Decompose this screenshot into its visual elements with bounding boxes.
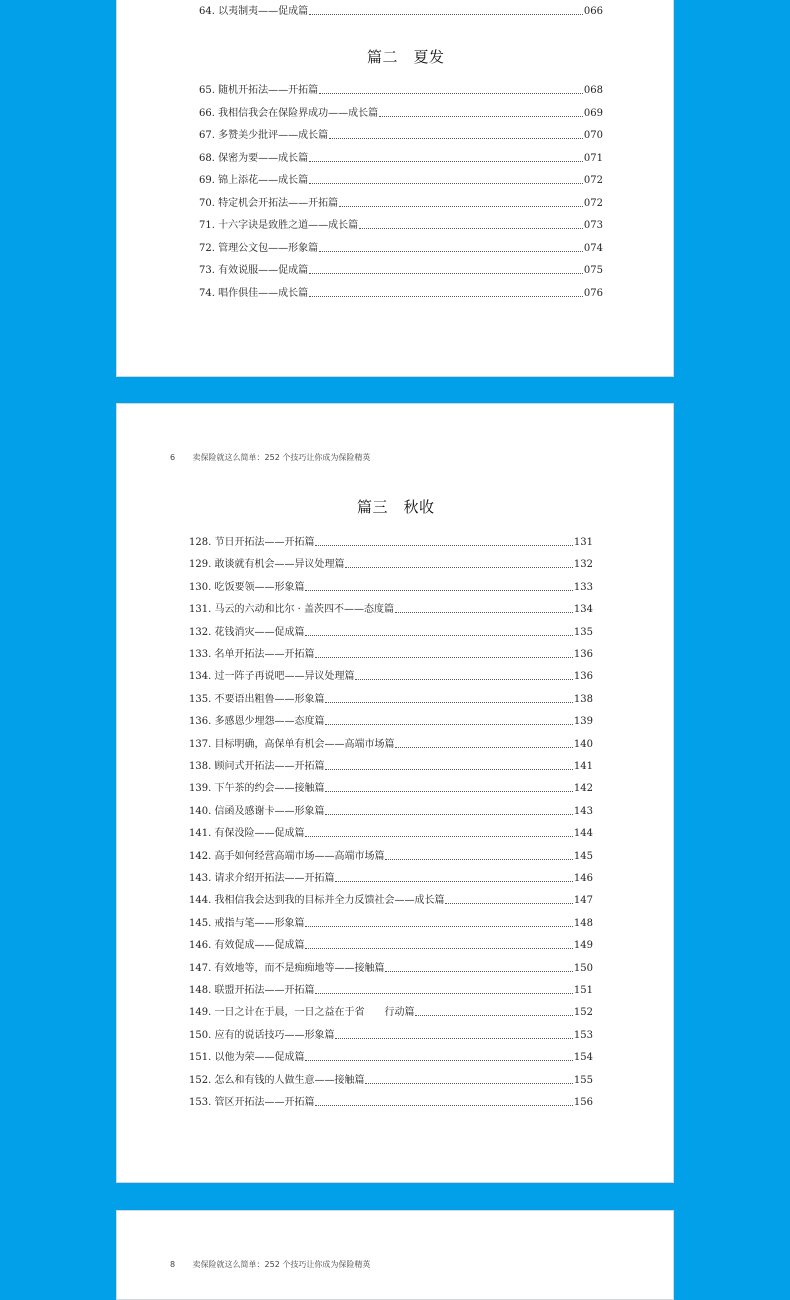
- toc-entry-title: 64. 以夷制夷——促成篇: [199, 6, 309, 17]
- dot-leader: [339, 205, 583, 207]
- toc-entry[interactable]: [189, 1052, 593, 1064]
- toc-entry-title: 146. 有效促成——促成篇: [189, 940, 305, 952]
- toc-entry-title: 69. 锦上添花——成长篇: [199, 175, 309, 186]
- toc-entry[interactable]: [189, 1075, 593, 1087]
- toc-entry[interactable]: [189, 1030, 593, 1042]
- dot-leader: [335, 880, 572, 882]
- toc-entry-page: 151: [573, 985, 593, 996]
- toc-entry[interactable]: [189, 985, 593, 997]
- toc-entry-page: 154: [573, 1052, 593, 1064]
- dot-leader: [395, 746, 572, 748]
- dot-leader: [385, 970, 572, 972]
- toc-entry[interactable]: [199, 243, 603, 255]
- toc-entry-page: 146: [573, 873, 593, 884]
- toc-entry-title: 68. 保密为要——成长篇: [199, 152, 309, 164]
- running-header: [170, 1259, 370, 1270]
- toc-entry-page: 133: [573, 581, 593, 593]
- toc-entry-title: 74. 唱作俱佳——成长篇: [199, 287, 309, 299]
- dot-leader: [329, 137, 583, 139]
- toc-entry-title: 141. 有保没险——促成篇: [189, 828, 305, 840]
- toc-entry[interactable]: [199, 198, 603, 210]
- toc-entry-title: 128. 节日开拓法——开拓篇: [189, 537, 315, 548]
- dot-leader: [315, 1104, 572, 1106]
- toc-entry[interactable]: [189, 559, 593, 571]
- dot-leader: [379, 115, 583, 117]
- toc-entry-page: 143: [573, 805, 593, 817]
- toc-entry[interactable]: [189, 582, 593, 594]
- dot-leader: [315, 992, 572, 994]
- toc-entry-title: 132. 花钱消灾——促成篇: [189, 626, 305, 638]
- dot-leader: [325, 790, 572, 792]
- toc-entry-title: 65. 随机开拓法——开拓篇: [199, 85, 319, 96]
- dot-leader: [305, 589, 572, 591]
- header-book-title: 卖保险就这么简单：252 个技巧让你成为保险精英: [192, 453, 371, 462]
- toc-entry-title: 137. 目标明确，高保单有机会——高端市场篇: [189, 738, 395, 750]
- toc-entry[interactable]: [199, 153, 603, 165]
- toc-entry[interactable]: [199, 6, 603, 18]
- section-title: 篇二 夏发: [367, 48, 445, 66]
- dot-leader: [309, 13, 583, 15]
- toc-entry-title: 147. 有效地等，而不是痴痴地等——接触篇: [189, 962, 385, 974]
- dot-leader: [305, 634, 572, 636]
- toc-entry[interactable]: [189, 873, 593, 885]
- dot-leader: [309, 272, 583, 274]
- toc-entry-page: 142: [573, 783, 593, 795]
- toc-entry-page: 150: [573, 962, 593, 974]
- toc-entry-page: 074: [583, 242, 603, 254]
- toc-entry-title: 71. 十六字诀是致胜之道——成长篇: [199, 220, 359, 231]
- toc-entry[interactable]: [189, 851, 593, 863]
- dot-leader: [415, 1014, 572, 1016]
- toc-entry-title: 73. 有效说服——促成篇: [199, 265, 309, 276]
- toc-entry-page: 140: [573, 738, 593, 750]
- toc-entry-page: 136: [573, 649, 593, 660]
- toc-entry-page: 068: [583, 85, 603, 96]
- dot-leader: [385, 858, 572, 860]
- toc-entry[interactable]: [189, 806, 593, 818]
- header-book-title: 卖保险就这么简单：252 个技巧让你成为保险精英: [192, 1260, 371, 1269]
- toc-entry[interactable]: [199, 265, 603, 277]
- section-title: 篇三 秋收: [357, 498, 435, 516]
- toc-entry-title: 151. 以他为荣——促成篇: [189, 1052, 305, 1064]
- toc-entry-page: 148: [573, 917, 593, 929]
- toc-entry-page: 070: [583, 130, 603, 141]
- toc-entry-page: 149: [573, 940, 593, 952]
- toc-entry-page: 145: [573, 850, 593, 862]
- toc-entry-title: 70. 特定机会开拓法——开拓篇: [199, 197, 339, 209]
- toc-entry[interactable]: [189, 761, 593, 773]
- header-page-number: 6: [170, 453, 176, 462]
- dot-leader: [309, 182, 583, 184]
- toc-entry-page: 075: [583, 265, 603, 276]
- dot-leader: [325, 701, 572, 703]
- toc-entry-page: 155: [573, 1074, 593, 1086]
- toc-entry-title: 148. 联盟开拓法——开拓篇: [189, 985, 315, 996]
- toc-entry-page: 135: [573, 626, 593, 638]
- dot-leader: [305, 835, 572, 837]
- dot-leader: [315, 544, 572, 546]
- toc-entry[interactable]: [189, 671, 593, 683]
- toc-entry[interactable]: [189, 828, 593, 840]
- running-header: [170, 452, 370, 463]
- toc-entry-title: 129. 敢谈就有机会——异议处理篇: [189, 559, 345, 571]
- toc-entry[interactable]: [189, 940, 593, 952]
- toc-entry-page: 072: [583, 175, 603, 186]
- toc-entry-title: 149. 一日之计在于晨，一日之益在于省 行动篇: [189, 1007, 415, 1019]
- toc-entry-page: 138: [573, 693, 593, 705]
- dot-leader: [305, 947, 572, 949]
- toc-entry-title: 144. 我相信我会达到我的目标并全力反馈社会——成长篇: [189, 895, 445, 907]
- toc-entry-page: 136: [573, 671, 593, 683]
- dot-leader: [359, 227, 583, 229]
- toc-entry[interactable]: [189, 783, 593, 795]
- toc-entry[interactable]: [189, 537, 593, 549]
- toc-entry[interactable]: [189, 739, 593, 751]
- dot-leader: [325, 813, 572, 815]
- toc-entry-page: 076: [583, 287, 603, 299]
- toc-entry-title: 135. 不要语出粗鲁——形象篇: [189, 693, 325, 705]
- toc-entry[interactable]: [189, 694, 593, 706]
- dot-leader: [319, 250, 583, 252]
- toc-entry-title: 133. 名单开拓法——开拓篇: [189, 649, 315, 660]
- toc-entry-title: 152. 怎么和有钱的人做生意——接触篇: [189, 1074, 365, 1086]
- toc-entry-page: 131: [573, 537, 593, 548]
- toc-entry-page: 152: [573, 1007, 593, 1019]
- toc-entry-title: 150. 应有的说话技巧——形象篇: [189, 1029, 335, 1041]
- toc-entry[interactable]: [199, 288, 603, 300]
- header-page-number: 8: [170, 1260, 176, 1269]
- toc-entry-title: 136. 多感恩少埋怨——态度篇: [189, 716, 325, 728]
- dot-leader: [395, 611, 573, 613]
- toc-entry-title: 142. 高手如何经营高端市场——高端市场篇: [189, 850, 385, 862]
- toc-entry-title: 143. 请求介绍开拓法——开拓篇: [189, 873, 335, 884]
- toc-entry-title: 139. 下午茶的约会——接触篇: [189, 783, 325, 795]
- toc-entry[interactable]: [199, 108, 603, 120]
- toc-entry-title: 140. 信函及感谢卡——形象篇: [189, 805, 325, 817]
- toc-entry-title: 130. 吃饭要领——形象篇: [189, 581, 305, 593]
- toc-entry[interactable]: [189, 895, 593, 907]
- toc-entry[interactable]: [189, 918, 593, 930]
- dot-leader: [309, 160, 583, 162]
- toc-entry-page: 144: [573, 828, 593, 840]
- toc-entry-page: 066: [583, 6, 603, 17]
- toc-entry-title: 66. 我相信我会在保险界成功——成长篇: [199, 107, 379, 119]
- toc-entry[interactable]: [189, 627, 593, 639]
- toc-entry-title: 131. 马云的六动和比尔 · 盖茨四不——态度篇: [189, 604, 394, 616]
- dot-leader: [305, 1059, 572, 1061]
- toc-entry-title: 134. 过一阵子再说吧——异议处理篇: [189, 671, 355, 683]
- toc-page-1: [116, 0, 674, 377]
- toc-entry[interactable]: [189, 649, 593, 661]
- dot-leader: [355, 678, 572, 680]
- toc-entry[interactable]: [199, 175, 603, 187]
- dot-leader: [305, 925, 572, 927]
- toc-entry-page: 147: [573, 895, 593, 907]
- toc-page-2: [116, 403, 674, 1183]
- toc-entry-page: 153: [573, 1029, 593, 1041]
- toc-entry[interactable]: [189, 1007, 593, 1019]
- toc-entry[interactable]: [199, 85, 603, 97]
- dot-leader: [445, 902, 572, 904]
- toc-entry[interactable]: [189, 1097, 593, 1109]
- dot-leader: [345, 566, 572, 568]
- toc-entry-page: 069: [583, 107, 603, 119]
- toc-page-3: [116, 1210, 674, 1300]
- dot-leader: [309, 295, 583, 297]
- toc-entry[interactable]: [189, 604, 593, 616]
- toc-entry-page: 139: [573, 716, 593, 728]
- toc-entry-page: 072: [583, 197, 603, 209]
- toc-entry[interactable]: [189, 963, 593, 975]
- toc-entry-title: 67. 多赞美少批评——成长篇: [199, 130, 329, 141]
- toc-entry-page: 071: [583, 152, 603, 164]
- dot-leader: [319, 92, 583, 94]
- toc-entry-page: 156: [573, 1097, 593, 1108]
- toc-entry-page: 073: [583, 220, 603, 231]
- toc-entry-title: 72. 管理公文包——形象篇: [199, 242, 319, 254]
- toc-entry-title: 153. 管区开拓法——开拓篇: [189, 1097, 315, 1108]
- toc-entry[interactable]: [189, 716, 593, 728]
- dot-leader: [325, 768, 572, 770]
- toc-entry-page: 132: [573, 559, 593, 571]
- dot-leader: [365, 1082, 572, 1084]
- toc-entry-title: 138. 顾问式开拓法——开拓篇: [189, 761, 325, 772]
- toc-entry-title: 145. 戒指与笔——形象篇: [189, 917, 305, 929]
- toc-entry[interactable]: [199, 130, 603, 142]
- dot-leader: [335, 1037, 572, 1039]
- toc-entry-page: 141: [573, 761, 593, 772]
- toc-entry[interactable]: [199, 220, 603, 232]
- dot-leader: [325, 723, 572, 725]
- toc-entry-page: 134: [573, 604, 593, 616]
- dot-leader: [315, 656, 572, 658]
